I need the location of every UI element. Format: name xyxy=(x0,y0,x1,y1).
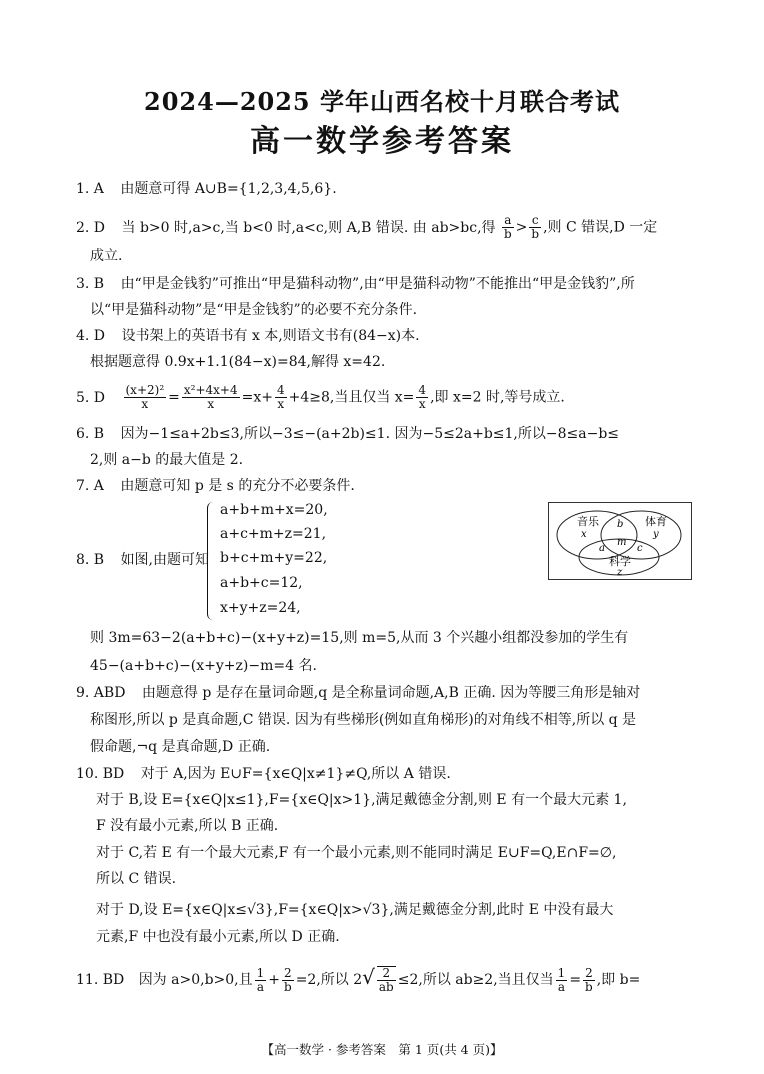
music-label: 音乐 xyxy=(577,515,599,528)
var-z: z xyxy=(617,567,623,578)
fraction: $\frac{\text{x²+4x+4}}{x}$ xyxy=(183,383,238,411)
answer-text: 当 b>0 时,a>c,当 b<0 时,a<c,则 A,B 错误. 由 ab>bc,得 xyxy=(121,219,496,236)
answer-number: 4. D xyxy=(76,328,106,344)
fraction: $\frac{4}{x}$ xyxy=(276,383,285,411)
fraction: $\frac{a}{b}$ xyxy=(503,213,512,241)
answer-text: 由题意可得 A∪B={1,2,3,4,5,6}. xyxy=(120,181,337,197)
equation-4: a+b+c=12, xyxy=(220,575,303,591)
fraction: $\frac{\text{(x+2)²}}{x}$ xyxy=(125,383,165,411)
expr: +4≥8,当且仅当 x= xyxy=(288,389,415,406)
equation-5: x+y+z=24, xyxy=(220,600,301,616)
answer-number: 11. BD xyxy=(76,972,125,988)
answer-lead: 如图,由题可知 xyxy=(120,552,210,568)
expr: ,即 x=2 时,等号成立. xyxy=(430,389,565,406)
answer-9-cont2: 假命题,¬q 是真命题,D 正确. xyxy=(90,739,271,755)
eq-sign: = xyxy=(569,972,582,988)
answer-10-c: 对于 C,若 E 有一个最大元素,F 有一个最小元素,则不能同时满足 E∪F=Q,E∩F=∅, xyxy=(96,845,617,861)
equation-3: b+c+m+y=22, xyxy=(220,550,328,566)
answer-6-cont: 2,则 a−b 的最大值是 2. xyxy=(90,452,244,468)
var-m: m xyxy=(617,537,627,548)
answer-8-line1: 则 3m=63−2(a+b+c)−(x+y+z)=15,则 m=5,从而 3 个兴趣小组都没参加的学生有 xyxy=(90,630,629,646)
answer-10-c2: 所以 C 错误. xyxy=(96,871,177,887)
answer-number: 5. D xyxy=(76,389,106,406)
expr: ,即 b= xyxy=(596,972,641,988)
answer-text: 由“甲是金钱豹”可推出“甲是猫科动物”,由“甲是猫科动物”不能推出“甲是金钱豹”,所 xyxy=(120,276,635,292)
venn-diagram xyxy=(548,502,692,580)
equation-2: a+c+m+z=21, xyxy=(220,526,327,542)
answer-8 xyxy=(76,550,209,570)
answer-number: 1. A xyxy=(76,181,104,197)
fraction: $\frac{4}{x}$ xyxy=(418,383,427,411)
answer-10-d2: 元素,F 中也没有最小元素,所以 D 正确. xyxy=(96,929,340,945)
answer-number: 2. D xyxy=(76,219,106,236)
answer-4 xyxy=(76,326,420,346)
answer-text: 由题意得 p 是存在量词命题,q 是全称量词命题,A,B 正确. 因为等腰三角形是轴对 xyxy=(141,685,641,701)
answer-number: 9. ABD xyxy=(76,685,126,701)
plus-sign: + xyxy=(268,972,280,988)
answer-text: 因为−1≤a+2b≤3,所以−3≤−(a+2b)≤1. 因为−5≤2a+b≤1,所以−8≤a−b≤ xyxy=(120,426,620,442)
var-x: x xyxy=(581,529,587,540)
answer-10-b: 对于 B,设 E={x∈Q|x≤1},F={x∈Q|x>1},满足戴德金分割,则 E 有一个最大元素 1, xyxy=(96,792,627,808)
expr: 因为 a>0,b>0,且 xyxy=(138,972,253,988)
expr: =x+ xyxy=(241,389,273,406)
answer-text: 设书架上的英语书有 x 本,则语文书有(84−x)本. xyxy=(121,328,420,344)
answer-1 xyxy=(76,179,337,199)
sport-label: 体育 xyxy=(645,515,667,528)
answer-10 xyxy=(76,764,451,784)
answer-10-d: 对于 D,设 E={x∈Q|x≤√3},F={x∈Q|x>√3},满足戴德金分割,此时 E 中没有最大 xyxy=(96,902,614,918)
answer-3-cont: 以“甲是猫科动物”是“甲是金钱豹”的必要不充分条件. xyxy=(90,302,418,318)
answer-11 xyxy=(76,966,640,994)
fraction: $\frac{2}{b}$ xyxy=(284,965,292,994)
answer-9 xyxy=(76,683,640,703)
var-a: a xyxy=(599,543,605,554)
answer-6 xyxy=(76,424,619,444)
answer-7 xyxy=(76,476,355,496)
answer-number: 8. B xyxy=(76,552,105,568)
equation-brace xyxy=(207,502,218,620)
answer-text: 由题意可知 p 是 s 的充分不必要条件. xyxy=(120,478,355,494)
fraction: $\frac{2}{b}$ xyxy=(585,965,593,994)
fraction: $\frac{1}{a}$ xyxy=(557,965,566,994)
answer-number: 10. BD xyxy=(76,766,125,782)
answer-text: ,则 C 错误,D 一定 xyxy=(543,219,658,236)
answer-5 xyxy=(76,384,565,411)
answer-8-line2: 45−(a+b+c)−(x+y+z)−m=4 名. xyxy=(90,658,317,674)
answer-number: 3. B xyxy=(76,276,105,292)
expr: ≤2,所以 ab≥2,当且仅当 xyxy=(397,972,554,988)
var-b: b xyxy=(617,519,624,530)
eq-sign: = xyxy=(168,389,180,406)
answer-9-cont: 称图形,所以 p 是真命题,C 错误. 因为有些梯形(例如直角梯形)的对角线不相等,所以 q 是 xyxy=(90,712,637,728)
answer-number: 6. B xyxy=(76,426,105,442)
gt-sign: > xyxy=(515,219,528,236)
var-c: c xyxy=(637,543,643,554)
expr: =2,所以 2 xyxy=(295,972,363,988)
answer-4-cont: 根据题意得 0.9x+1.1(84−x)=84,解得 x=42. xyxy=(90,354,386,370)
venn-svg xyxy=(549,503,691,579)
answer-3 xyxy=(76,274,635,294)
fraction: $\frac{1}{a}$ xyxy=(256,965,265,994)
fraction: $\frac{c}{b}$ xyxy=(531,213,540,241)
var-y: y xyxy=(653,529,659,540)
fraction: $\frac{2}{ab}$ xyxy=(378,966,394,994)
answer-2 xyxy=(76,214,657,241)
answer-text: 对于 A,因为 E∪F={x∈Q|x≠1}≠Q,所以 A 错误. xyxy=(140,766,451,782)
science-label: 科学 xyxy=(609,555,631,568)
answer-10-b2: F 没有最小元素,所以 B 正确. xyxy=(96,818,279,834)
sqrt-sign: √ xyxy=(362,965,375,989)
answer-2-cont: 成立. xyxy=(90,248,123,264)
page-footer: 【高一数学 · 参考答案 第 1 页(共 4 页)】 xyxy=(261,1042,503,1057)
equation-1: a+b+m+x=20, xyxy=(220,502,328,518)
exam-title: 2024—2025 学年山西名校十月联合考试 xyxy=(144,87,620,116)
answer-number: 7. A xyxy=(76,478,104,494)
answer-title: 高一数学参考答案 xyxy=(250,124,514,159)
